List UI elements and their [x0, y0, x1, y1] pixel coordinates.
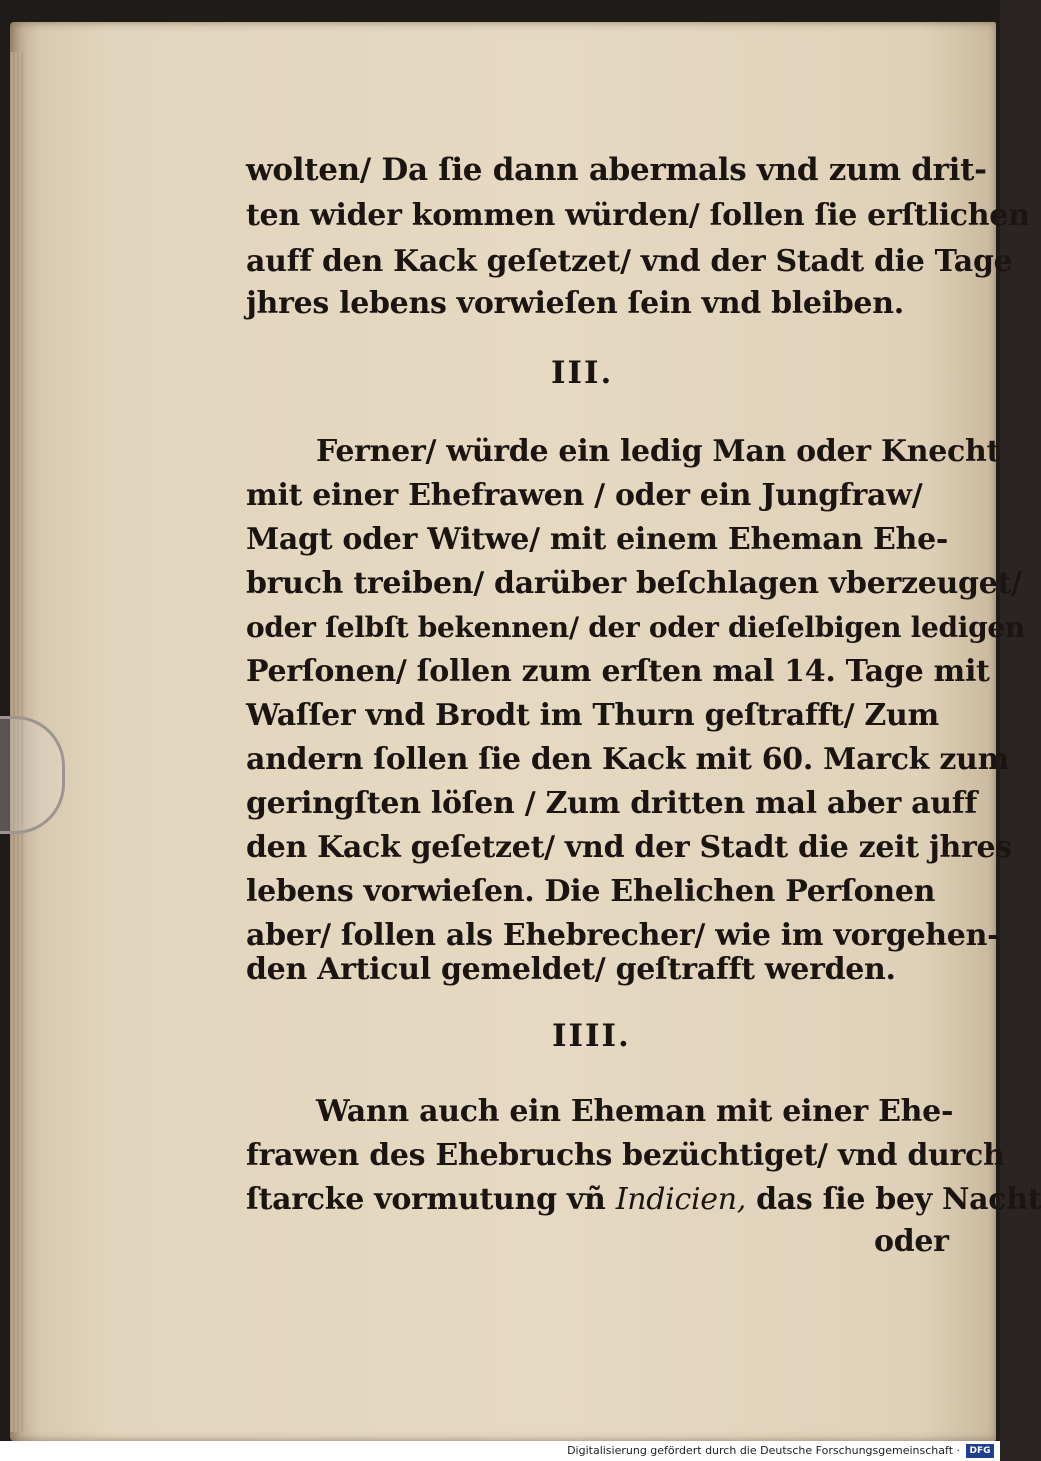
footer-credit: Digitalisierung gefördert durch die Deutsche Forschungsgemeinschaft · [567, 1444, 960, 1457]
section-heading: III. [551, 355, 614, 391]
text-segment: ſtarcke vormutung vñ [246, 1182, 616, 1217]
text-line: aber/ ſollen als Ehebrecher/ wie im vorgehen- [246, 918, 1000, 953]
text-line: Magt oder Witwe/ mit einem Eheman Ehe- [246, 522, 949, 557]
text-line: Waſſer vnd Brodt im Thurn geſtrafft/ Zum [246, 698, 939, 733]
text-line: den Kack geſetzet/ vnd der Stadt die zeit jhres [246, 830, 1012, 865]
footer-bar [0, 1441, 1000, 1461]
text-line: andern ſollen ſie den Kack mit 60. Marck zum [246, 742, 1010, 777]
catchword: oder [874, 1224, 949, 1259]
text-line: bruch treiben/ darüber beſchlagen vberzeuget/ [246, 566, 1022, 601]
text-line: geringſten löſen / Zum dritten mal aber auff [246, 786, 977, 821]
text-line: mit einer Ehefrawen / oder ein Jungfraw/ [246, 478, 923, 513]
dfg-logo: DFG [966, 1444, 994, 1458]
text-line: oder ſelbſt bekennen/ der oder dieſelbigen ledigen [246, 611, 1025, 644]
text-line: auff den Kack geſetzet/ vnd der Stadt die Tage [246, 244, 1013, 279]
section-heading: IIII. [552, 1018, 631, 1054]
text-line: den Articul gemeldet/ geſtrafft werden. [246, 952, 896, 987]
text-line: ten wider kommen würden/ ſollen ſie erſtlichen [246, 198, 1030, 233]
text-line [246, 1180, 1041, 1220]
text-line: Wann auch ein Eheman mit einer Ehe- [316, 1094, 954, 1129]
text-line: jhres lebens vorwieſen ſein vnd bleiben. [246, 286, 904, 321]
text-line: lebens vorwieſen. Die Ehelichen Perſonen [246, 874, 936, 909]
text-segment: das ſie bey Nacht [745, 1182, 1041, 1217]
text-line: Perſonen/ ſollen zum erſten mal 14. Tage mit [246, 654, 990, 689]
text-line: frawen des Ehebruchs bezüchtiget/ vnd durch [246, 1138, 1005, 1173]
text-line: Ferner/ würde ein ledig Man oder Knecht [316, 434, 1001, 469]
text-line: wolten/ Da ſie dann abermals vnd zum drit- [246, 152, 987, 188]
italic-term: Indicien, [615, 1182, 746, 1217]
